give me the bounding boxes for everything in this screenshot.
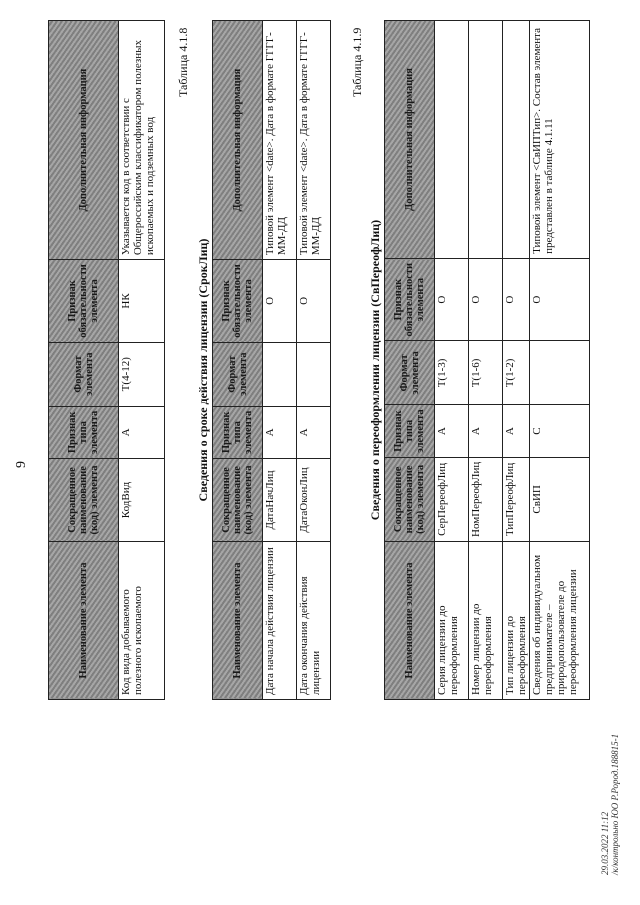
table-title-4-1-9: Сведения о переоформлении лицензии (СвПереофЛиц) — [368, 219, 382, 521]
cell-type: А — [119, 406, 165, 458]
table-label-4-1-8: Таблица 4.1.8 — [176, 27, 190, 97]
page-number: 9 — [14, 461, 29, 468]
cell-format: T(4-12) — [119, 342, 165, 406]
cell-type: А — [263, 406, 297, 458]
cell-code: НомПереофЛиц — [469, 457, 503, 541]
table-4-1-9 — [384, 20, 590, 700]
table-title-4-1-8: Сведения о сроке действия лицензии (СрокЛиц) — [196, 238, 210, 502]
cell-code: ДатаНачЛиц — [263, 459, 297, 542]
header-extra: Дополнительная информация — [49, 21, 119, 260]
header-name: Наименование элемента — [213, 542, 263, 700]
cell-required: О — [530, 258, 590, 341]
table-row — [263, 21, 297, 700]
footer-line-1: 29.03.2022 11:12 — [600, 811, 610, 875]
cell-code: КодВид — [119, 459, 165, 542]
header-extra: Дополнительная информация — [385, 21, 435, 259]
cell-code: ДатаОконЛиц — [297, 459, 331, 542]
table-4-1-8 — [212, 20, 331, 700]
header-extra: Дополнительная информация — [213, 21, 263, 260]
footer-line-2: /к/контрольно ЮО Р.Рород.188815-1 — [610, 733, 620, 875]
header-code: Сокращенное наименование (код) элемента — [385, 457, 435, 541]
cell-type: А — [469, 405, 503, 457]
table-row — [297, 21, 331, 700]
cell-extra — [469, 21, 503, 259]
header-code: Сокращенное наименование (код) элемента — [49, 459, 119, 542]
cell-name: Дата окончания действия лицензии — [297, 542, 331, 700]
cell-format — [263, 342, 297, 406]
cell-code: СвИП — [530, 457, 590, 541]
header-required: Признак обязательности элемента — [49, 260, 119, 343]
cell-format: T(1-6) — [469, 341, 503, 405]
header-format: Формат элемента — [49, 342, 119, 406]
table-row — [503, 21, 530, 700]
cell-required: О — [469, 258, 503, 341]
cell-format — [297, 342, 331, 406]
table-row — [469, 21, 503, 700]
cell-format: T(1-2) — [503, 341, 530, 405]
header-type: Признак типа элемента — [385, 405, 435, 457]
cell-required: О — [435, 258, 469, 341]
cell-type: А — [297, 406, 331, 458]
cell-code: СерПереофЛиц — [435, 457, 469, 541]
header-type: Признак типа элемента — [49, 406, 119, 458]
cell-extra — [435, 21, 469, 259]
table-row — [530, 21, 590, 700]
table-row — [435, 21, 469, 700]
header-format: Формат элемента — [385, 341, 435, 405]
cell-format: T(1-3) — [435, 341, 469, 405]
header-format: Формат элемента — [213, 342, 263, 406]
cell-type: А — [503, 405, 530, 457]
header-required: Признак обязательности элемента — [213, 260, 263, 343]
table-row — [119, 21, 165, 700]
cell-extra: Типовой элемент <date>. Дата в формате ГГГГ-ММ-ДД — [297, 21, 331, 260]
table-top — [48, 20, 165, 700]
cell-name: Дата начала действия лицензии — [263, 542, 297, 700]
cell-code: ТипПереофЛиц — [503, 457, 530, 541]
cell-name: Тип лицензии до переоформления — [503, 542, 530, 700]
cell-required: О — [263, 260, 297, 343]
footer — [600, 734, 620, 875]
cell-name: Код вида добываемого полезного ископаемого — [119, 542, 165, 700]
cell-type: С — [530, 405, 590, 457]
header-required: Признак обязательности элемента — [385, 258, 435, 341]
cell-type: А — [435, 405, 469, 457]
header-type: Признак типа элемента — [213, 406, 263, 458]
header-name: Наименование элемента — [49, 542, 119, 700]
cell-extra — [503, 21, 530, 259]
cell-extra: Типовой элемент <date>. Дата в формате ГГГГ-ММ-ДД — [263, 21, 297, 260]
table-label-4-1-9: Таблица 4.1.9 — [350, 27, 364, 97]
header-name: Наименование элемента — [385, 542, 435, 700]
cell-required: О — [503, 258, 530, 341]
cell-name: Сведения об индивидуальном предпринимателе – природопользователе до переоформления лицензии — [530, 542, 590, 700]
cell-extra: Указывается код в соответствии с Общероссийским классификатором полезных ископаемых и подземных вод — [119, 21, 165, 260]
cell-extra: Типовой элемент <СвИПТип>. Состав элемента представлен в таблице 4.1.11 — [530, 21, 590, 259]
cell-required: НК — [119, 260, 165, 343]
cell-name: Серия лицензии до переоформления — [435, 542, 469, 700]
cell-required: О — [297, 260, 331, 343]
cell-format — [530, 341, 590, 405]
header-code: Сокращенное наименование (код) элемента — [213, 459, 263, 542]
cell-name: Номер лицензии до переоформления — [469, 542, 503, 700]
